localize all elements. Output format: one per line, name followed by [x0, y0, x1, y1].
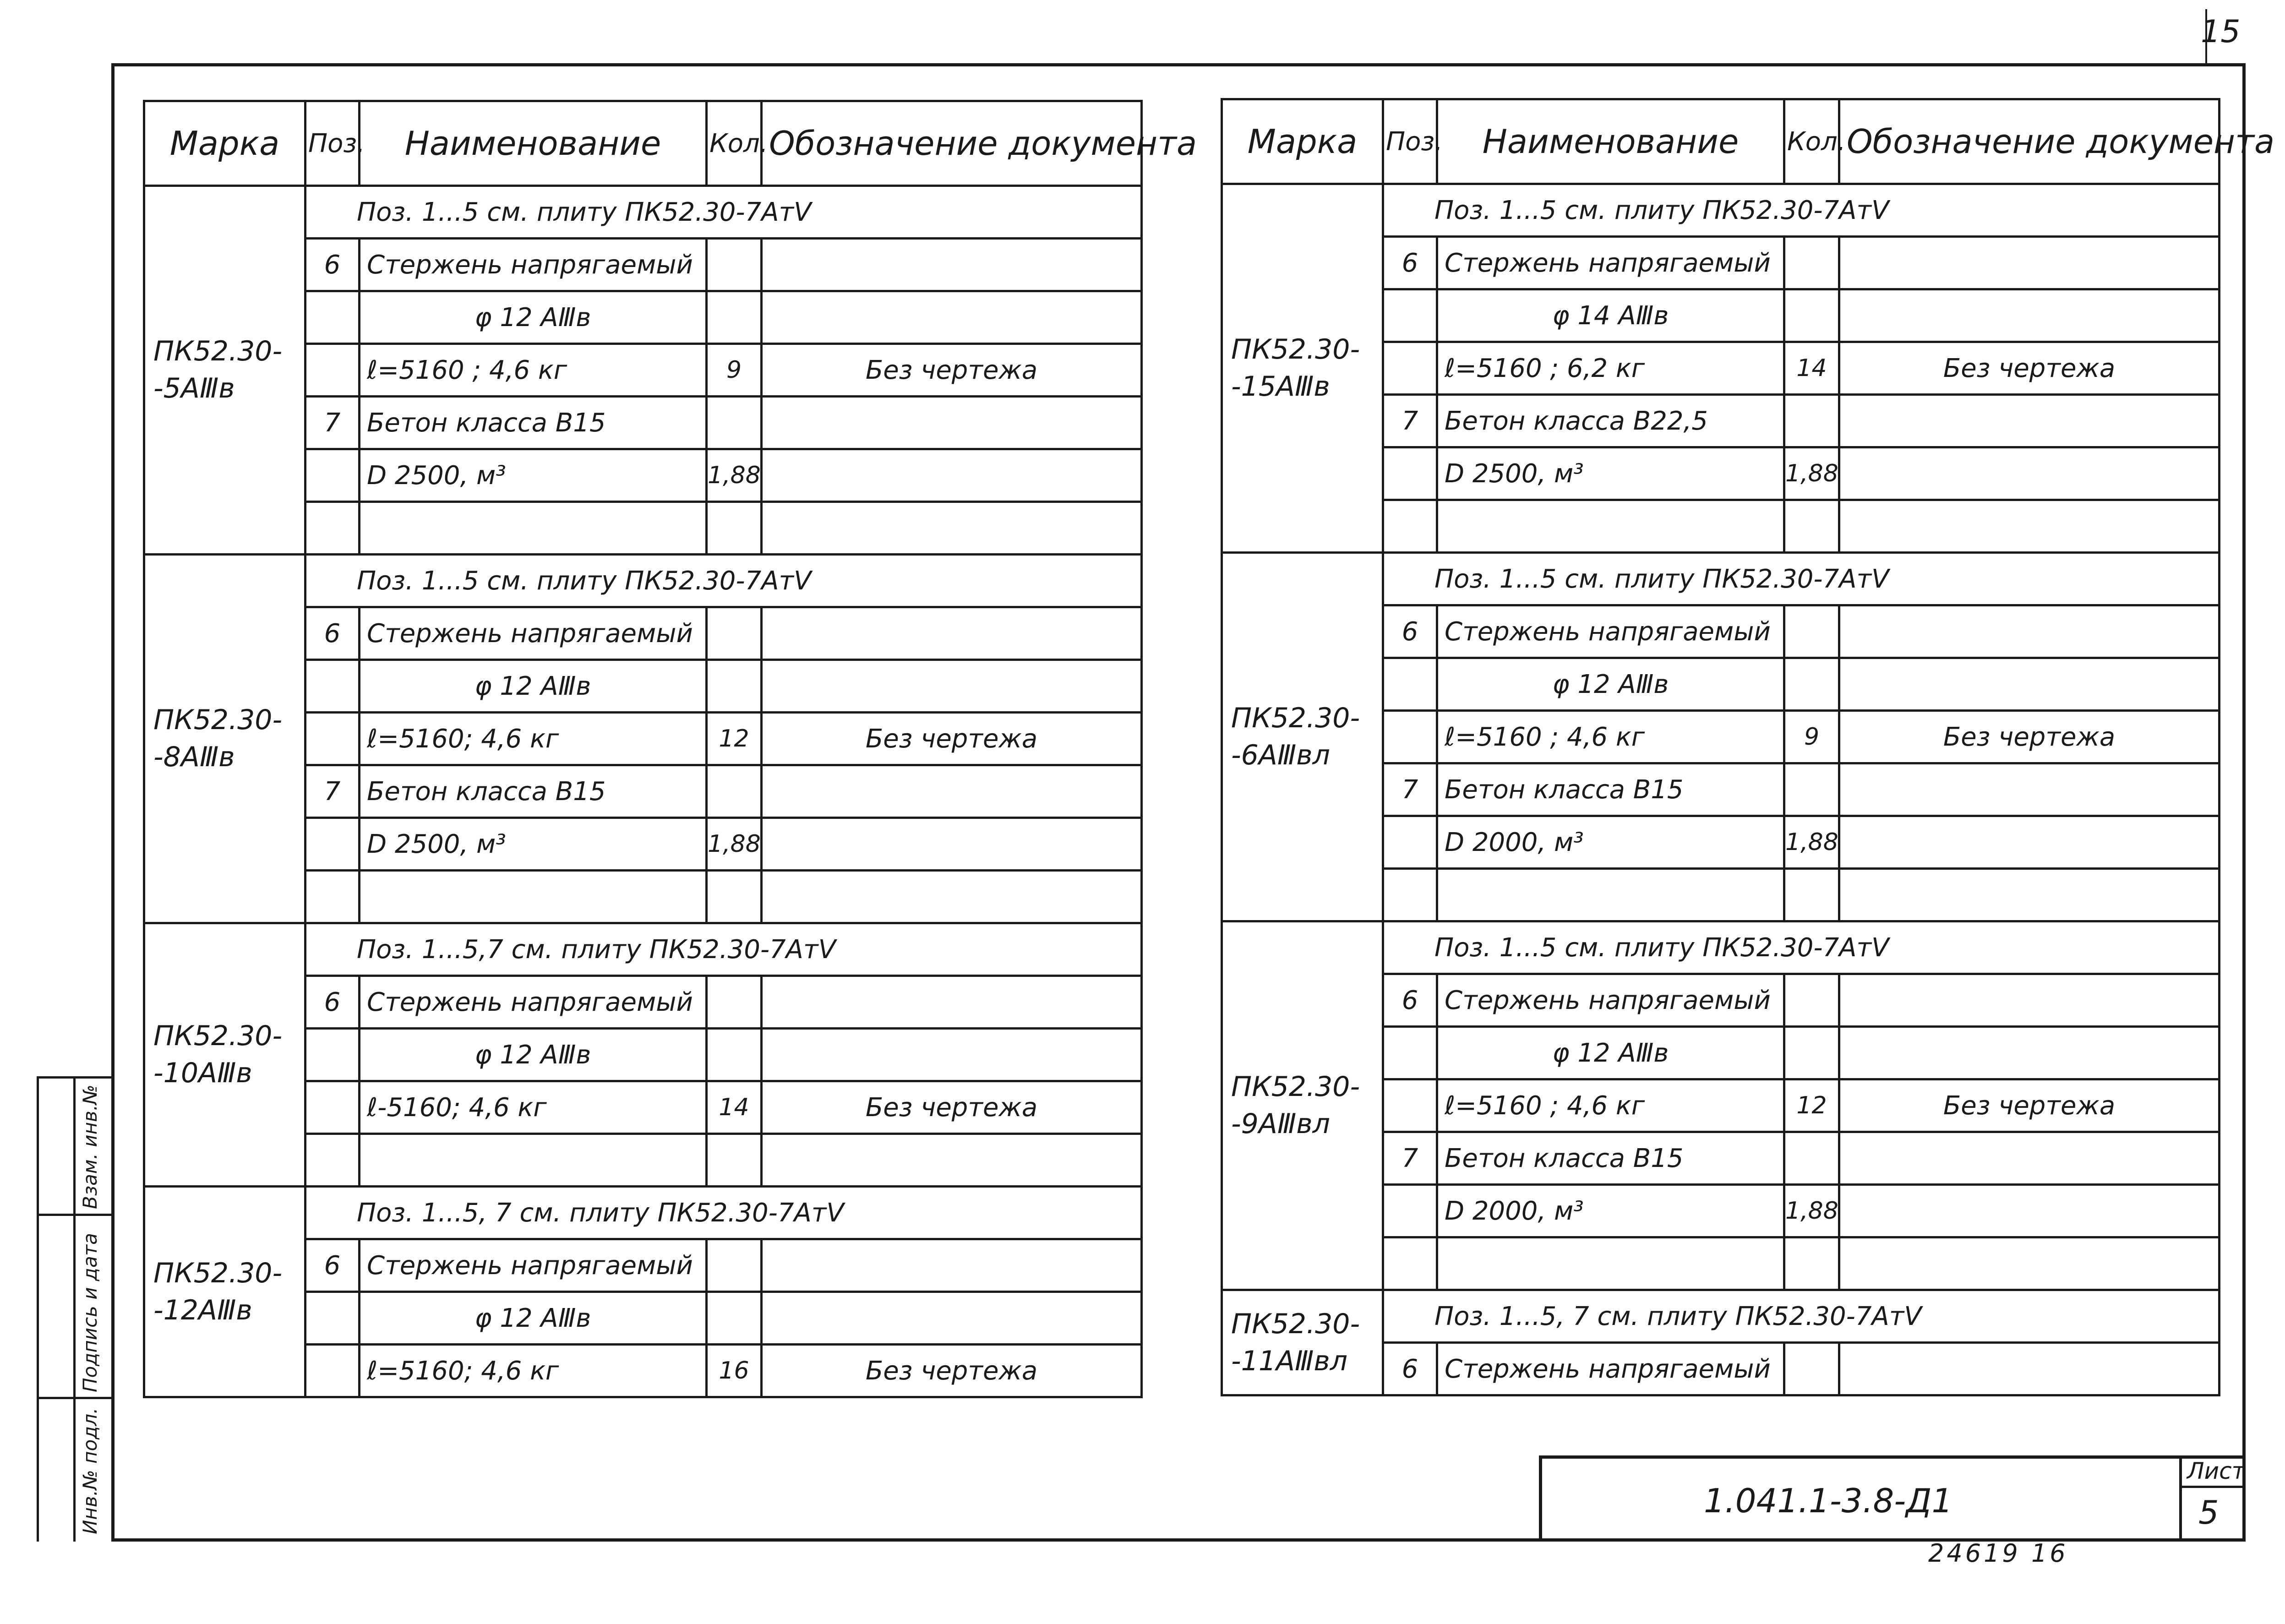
position-cell: 6	[1383, 1343, 1437, 1395]
marka-cell: ПК52.30- -12АⅢв	[144, 1187, 305, 1397]
document-cell	[762, 871, 1142, 923]
position-cell	[1383, 711, 1437, 763]
document-cell	[1839, 237, 2220, 289]
document-cell	[1839, 289, 2220, 342]
document-cell	[762, 502, 1142, 555]
name-cell: Стержень напрягаемый	[360, 976, 707, 1029]
document-cell	[1839, 974, 2220, 1027]
position-cell	[305, 1081, 360, 1134]
position-cell	[305, 660, 360, 713]
document-cell	[1839, 1132, 2220, 1185]
name-cell: Стержень напрягаемый	[360, 607, 707, 660]
table-row	[144, 1187, 1142, 1239]
reference-note: Поз. 1...5 см. плиту ПК52.30-7АтⅤ	[305, 186, 1142, 239]
quantity-cell	[707, 291, 762, 344]
position-cell	[305, 818, 360, 871]
quantity-cell	[707, 1292, 762, 1345]
header-pos: Поз.	[1383, 99, 1437, 184]
marka-cell: ПК52.30- -8АⅢв	[144, 555, 305, 923]
document-cell	[762, 818, 1142, 871]
document-cell	[762, 765, 1142, 818]
name-cell: ℓ=5160 ; 4,6 кг	[1437, 1079, 1784, 1132]
document-cell	[762, 449, 1142, 502]
sheet-label: Лист	[2187, 1458, 2245, 1484]
position-cell	[305, 871, 360, 923]
name-cell: Стержень напрягаемый	[1437, 237, 1784, 289]
header-marka: Марка	[144, 101, 305, 186]
position-cell: 6	[305, 607, 360, 660]
quantity-cell: 14	[1784, 342, 1839, 395]
document-cell	[1839, 605, 2220, 658]
name-cell: Бетон класса В15	[1437, 763, 1784, 816]
document-cell	[1839, 395, 2220, 447]
spec-table-right	[1221, 98, 2275, 1396]
marka-cell: ПК52.30- -5АⅢв	[144, 186, 305, 555]
marka-cell: ПК52.30- -10АⅢв	[144, 923, 305, 1187]
header-doc: Обозначение документа	[1839, 99, 2220, 184]
sheet-corner-number: 15	[2201, 14, 2241, 50]
quantity-cell	[707, 607, 762, 660]
archive-number: 24619 16	[1928, 1539, 2068, 1568]
name-cell: Стержень напрягаемый	[1437, 605, 1784, 658]
table-row	[1222, 553, 2220, 605]
position-cell: 7	[1383, 395, 1437, 447]
document-cell	[1839, 658, 2220, 711]
name-cell: ℓ-5160; 4,6 кг	[360, 1081, 707, 1134]
document-cell	[762, 607, 1142, 660]
name-cell: Стержень напрягаемый	[360, 239, 707, 291]
quantity-cell	[1784, 658, 1839, 711]
name-cell: ℓ=5160 ; 6,2 кг	[1437, 342, 1784, 395]
position-cell	[305, 1134, 360, 1187]
header-name: Наименование	[360, 101, 707, 186]
quantity-cell: 1,88	[1784, 816, 1839, 869]
name-cell	[360, 871, 707, 923]
quantity-cell: 9	[707, 344, 762, 397]
document-cell	[1839, 500, 2220, 553]
marka-cell: ПК52.30- -6АⅢвл	[1222, 553, 1383, 921]
name-cell	[360, 502, 707, 555]
document-cell	[1839, 1343, 2220, 1395]
quantity-cell	[1784, 1237, 1839, 1290]
name-cell: Стержень напрягаемый	[1437, 1343, 1784, 1395]
quantity-cell: 1,88	[707, 449, 762, 502]
name-cell: Бетон класса В22,5	[1437, 395, 1784, 447]
name-cell	[1437, 869, 1784, 921]
document-cell	[1839, 869, 2220, 921]
quantity-cell	[707, 871, 762, 923]
position-cell: 6	[1383, 237, 1437, 289]
quantity-cell	[707, 976, 762, 1029]
name-cell: φ 12 АⅢв	[360, 1029, 707, 1081]
quantity-cell	[1784, 1027, 1839, 1079]
document-cell	[1839, 816, 2220, 869]
table-row	[1222, 921, 2220, 974]
header-name: Наименование	[1437, 99, 1784, 184]
position-cell: 7	[305, 397, 360, 449]
reference-note: Поз. 1...5 см. плиту ПК52.30-7АтⅤ	[1383, 921, 2220, 974]
position-cell	[305, 1345, 360, 1397]
document-cell	[1839, 1237, 2220, 1290]
quantity-cell	[1784, 289, 1839, 342]
name-cell: D 2000, м³	[1437, 816, 1784, 869]
name-cell: Стержень напрягаемый	[1437, 974, 1784, 1027]
document-cell: Без чертежа	[762, 344, 1142, 397]
position-cell: 7	[305, 765, 360, 818]
document-cell	[1839, 1027, 2220, 1079]
quantity-cell	[1784, 237, 1839, 289]
quantity-cell: 12	[707, 713, 762, 765]
header-qty: Кол.	[707, 101, 762, 186]
quantity-cell	[1784, 869, 1839, 921]
position-cell: 6	[305, 239, 360, 291]
position-cell	[305, 449, 360, 502]
name-cell: D 2500, м³	[360, 449, 707, 502]
name-cell	[1437, 1237, 1784, 1290]
position-cell	[305, 344, 360, 397]
name-cell	[360, 1134, 707, 1187]
position-cell: 6	[305, 1239, 360, 1292]
name-cell: φ 12 АⅢв	[360, 660, 707, 713]
position-cell	[1383, 816, 1437, 869]
position-cell: 6	[1383, 974, 1437, 1027]
name-cell: Бетон класса В15	[1437, 1132, 1784, 1185]
quantity-cell: 1,88	[707, 818, 762, 871]
quantity-cell	[1784, 395, 1839, 447]
position-cell	[305, 502, 360, 555]
reference-note: Поз. 1...5,7 см. плиту ПК52.30-7АтⅤ	[305, 923, 1142, 976]
reference-note: Поз. 1...5, 7 см. плиту ПК52.30-7АтⅤ	[1383, 1290, 2220, 1343]
reference-note: Поз. 1...5 см. плиту ПК52.30-7АтⅤ	[305, 555, 1142, 607]
name-cell	[1437, 500, 1784, 553]
position-cell	[305, 1029, 360, 1081]
table-row	[144, 555, 1142, 607]
name-cell: ℓ=5160 ; 4,6 кг	[1437, 711, 1784, 763]
document-cell	[762, 1029, 1142, 1081]
document-cell: Без чертежа	[762, 713, 1142, 765]
position-cell: 6	[1383, 605, 1437, 658]
position-cell	[1383, 1185, 1437, 1237]
quantity-cell: 1,88	[1784, 1185, 1839, 1237]
marka-cell: ПК52.30- -11АⅢвл	[1222, 1290, 1383, 1395]
quantity-cell	[1784, 974, 1839, 1027]
document-code: 1.041.1-3.8-Д1	[1704, 1482, 1953, 1520]
document-cell	[1839, 1185, 2220, 1237]
position-cell	[1383, 500, 1437, 553]
quantity-cell	[1784, 605, 1839, 658]
position-cell	[305, 713, 360, 765]
document-cell: Без чертежа	[1839, 711, 2220, 763]
quantity-cell	[707, 660, 762, 713]
name-cell: φ 12 АⅢв	[360, 291, 707, 344]
document-cell	[1839, 447, 2220, 500]
sheet-divider	[2179, 1486, 2246, 1488]
quantity-cell: 9	[1784, 711, 1839, 763]
table-row	[144, 923, 1142, 976]
quantity-cell	[707, 397, 762, 449]
quantity-cell	[707, 239, 762, 291]
name-cell: φ 12 АⅢв	[1437, 658, 1784, 711]
document-cell: Без чертежа	[1839, 342, 2220, 395]
name-cell: ℓ=5160; 4,6 кг	[360, 713, 707, 765]
table-row	[1222, 184, 2220, 237]
header-row	[144, 101, 1142, 186]
header-marka: Марка	[1222, 99, 1383, 184]
name-cell: Стержень напрягаемый	[360, 1239, 707, 1292]
name-cell: φ 12 АⅢв	[360, 1292, 707, 1345]
position-cell	[1383, 447, 1437, 500]
name-cell: Бетон класса В15	[360, 397, 707, 449]
spec-body-left	[144, 186, 1142, 1397]
approval-sidebar	[37, 1076, 111, 1542]
document-cell: Без чертежа	[1839, 1079, 2220, 1132]
quantity-cell: 14	[707, 1081, 762, 1134]
position-cell	[1383, 1027, 1437, 1079]
position-cell	[1383, 342, 1437, 395]
reference-note: Поз. 1...5, 7 см. плиту ПК52.30-7АтⅤ	[305, 1187, 1142, 1239]
name-cell: φ 14 АⅢв	[1437, 289, 1784, 342]
quantity-cell: 1,88	[1784, 447, 1839, 500]
sidebar-label-replace: Взам. инв.№	[79, 1084, 101, 1209]
document-cell	[762, 291, 1142, 344]
marka-cell: ПК52.30- -15АⅢв	[1222, 184, 1383, 553]
quantity-cell	[1784, 763, 1839, 816]
position-cell	[1383, 1079, 1437, 1132]
sidebar-label-inv: Инв.№ подл.	[79, 1407, 101, 1534]
sidebar-label-signature: Подпись и дата	[79, 1233, 101, 1392]
name-cell: D 2500, м³	[1437, 447, 1784, 500]
spec-body-right	[1222, 184, 2220, 1395]
quantity-cell	[1784, 1343, 1839, 1395]
name-cell: ℓ=5160 ; 4,6 кг	[360, 344, 707, 397]
spec-table-left	[143, 100, 1197, 1398]
quantity-cell: 12	[1784, 1079, 1839, 1132]
header-qty: Кол.	[1784, 99, 1839, 184]
position-cell	[1383, 658, 1437, 711]
position-cell: 7	[1383, 1132, 1437, 1185]
quantity-cell	[1784, 500, 1839, 553]
table-row	[1222, 1290, 2220, 1343]
name-cell: Бетон класса В15	[360, 765, 707, 818]
position-cell: 7	[1383, 763, 1437, 816]
quantity-cell	[707, 765, 762, 818]
reference-note: Поз. 1...5 см. плиту ПК52.30-7АтⅤ	[1383, 553, 2220, 605]
quantity-cell	[707, 1134, 762, 1187]
header-pos: Поз.	[305, 101, 360, 186]
document-cell	[1839, 763, 2220, 816]
quantity-cell	[1784, 1132, 1839, 1185]
document-cell: Без чертежа	[762, 1081, 1142, 1134]
name-cell: D 2000, м³	[1437, 1185, 1784, 1237]
marka-cell: ПК52.30- -9АⅢвл	[1222, 921, 1383, 1290]
quantity-cell	[707, 502, 762, 555]
document-cell	[762, 397, 1142, 449]
table-row	[144, 186, 1142, 239]
document-cell	[762, 239, 1142, 291]
document-cell	[762, 660, 1142, 713]
document-cell	[762, 1239, 1142, 1292]
quantity-cell	[707, 1239, 762, 1292]
position-cell: 6	[305, 976, 360, 1029]
header-doc: Обозначение документа	[762, 101, 1142, 186]
position-cell	[1383, 869, 1437, 921]
name-cell: D 2500, м³	[360, 818, 707, 871]
position-cell	[305, 1292, 360, 1345]
quantity-cell: 16	[707, 1345, 762, 1397]
name-cell: ℓ=5160; 4,6 кг	[360, 1345, 707, 1397]
position-cell	[305, 291, 360, 344]
quantity-cell	[707, 1029, 762, 1081]
reference-note: Поз. 1...5 см. плиту ПК52.30-7АтⅤ	[1383, 184, 2220, 237]
name-cell: φ 12 АⅢв	[1437, 1027, 1784, 1079]
document-cell	[762, 1134, 1142, 1187]
position-cell	[1383, 289, 1437, 342]
document-cell: Без чертежа	[762, 1345, 1142, 1397]
position-cell	[1383, 1237, 1437, 1290]
document-cell	[762, 1292, 1142, 1345]
header-row	[1222, 99, 2220, 184]
sheet-number: 5	[2198, 1494, 2219, 1531]
document-cell	[762, 976, 1142, 1029]
